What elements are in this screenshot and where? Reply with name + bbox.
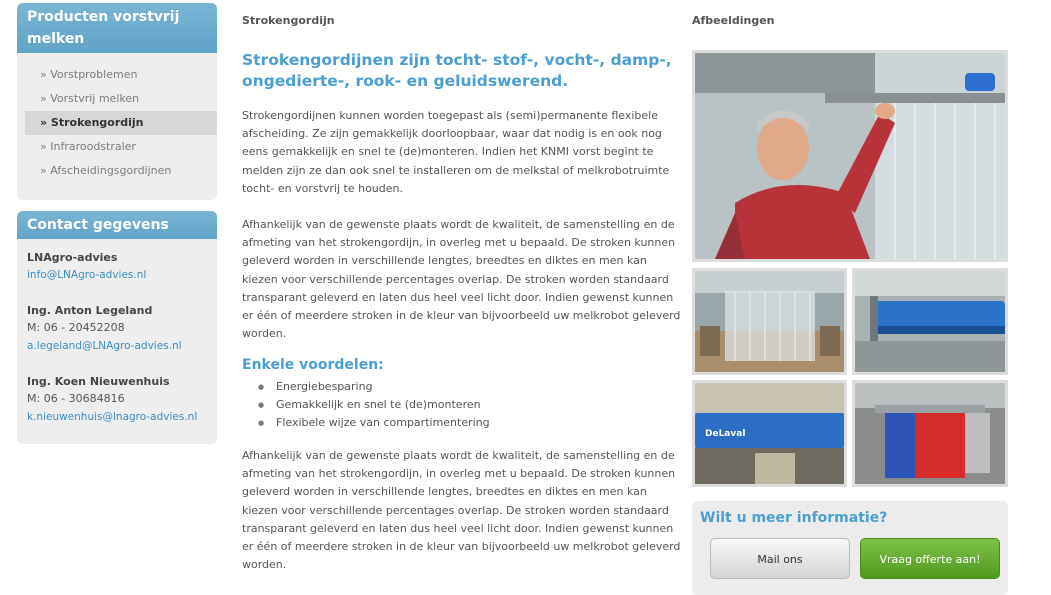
contact-person1-name: Ing. Anton Legeland [27, 304, 153, 317]
nav-item-vorstproblemen[interactable]: » Vorstproblemen [40, 68, 138, 81]
advantage-item: ● Energiebesparing [258, 378, 490, 396]
page-title: Strokengordijn [242, 14, 335, 27]
thumb-curtain-in-barn[interactable] [692, 268, 847, 375]
advantages-list [258, 378, 490, 432]
article-paragraph-2: Afhankelijk van de gewenste plaats wordt de kwaliteit, de samenstelling en de afmeting van het strokengordijn, in overleg met u bepaald. De stroken kunnen geleverd worden in verschillende lengtes, breedtes en diktes en men kan kiezen voor verschillende percentages overlap. De stroken worden standaard transparant geleverd en laten dus heel veel licht door. Indien gewenst kunnen er één of meerdere stroken in de kleur van bijvoorbeeld uw melkrobot geleverd worden. [242, 218, 681, 341]
contact-title: Contact gegevens [17, 211, 217, 239]
contact-box [17, 211, 217, 444]
contact-company-email-link[interactable]: info@LNAgro-advies.nl [27, 269, 147, 281]
contact-person2-phone: M: 06 - 30684816 [27, 392, 125, 405]
article-headline: Strokengordijnen zijn tocht- stof-, vocht-, damp-, ongedierte-, rook- en geluidswerend. [242, 51, 672, 90]
nav-item-afscheidingsgordijnen[interactable]: » Afscheidingsgordijnen [40, 164, 172, 177]
advantage-item: ● Flexibele wijze van compartimentering [258, 414, 490, 432]
article-paragraph-1: Strokengordijnen kunnen worden toegepast als (semi)permanente flexibele afscheiding. Ze zijn gemakkelijk doorloopbaar, waar dat nodig is en ook nog eens gemakkelijk en snel te (de)monteren. Indien het KNMI vorst begint te melden zijn ze dan ook snel te installeren om de melkstal of melkrobotruimte tocht- en vorstvrij te houden. [242, 109, 670, 195]
nav-item-vorstvrij-melken[interactable]: » Vorstvrij melken [40, 92, 140, 105]
contact-person2-name: Ing. Koen Nieuwenhuis [27, 375, 170, 388]
contact-person1-email-link[interactable]: a.legeland@LNAgro-advies.nl [27, 340, 182, 352]
contact-person1-phone: M: 06 - 20452208 [27, 321, 125, 334]
request-quote-button[interactable]: Vraag offerte aan! [860, 538, 1000, 579]
delaval-logo-text: DeLaval [705, 429, 746, 439]
article-paragraph-3: Afhankelijk van de gewenste plaats wordt de kwaliteit, de samenstelling en de afmeting van het strokengordijn, in overleg met u bepaald. De stroken kunnen geleverd worden in verschillende lengtes, breedtes en diktes en men kan kiezen voor verschillende percentages overlap. De stroken worden standaard transparant geleverd en laten dus heel veel licht door. Indien gewenst kunnen er één of meerdere stroken in de kleur van bijvoorbeeld uw melkrobot geleverd worden. [242, 449, 681, 572]
contact-company: LNAgro-advies [27, 251, 118, 264]
gallery-title: Afbeeldingen [692, 14, 775, 27]
product-nav-list [17, 53, 217, 183]
product-nav-box [17, 3, 217, 200]
product-nav-title: Producten vorstvrij melken [17, 3, 217, 53]
thumb-delaval-robot[interactable] [692, 380, 847, 487]
nav-item-infraroodstraler[interactable]: » Infraroodstraler [40, 140, 136, 153]
more-info-title: Wilt u meer informatie? [700, 510, 888, 526]
advantages-heading: Enkele voordelen: [242, 357, 384, 373]
thumb-red-blue-curtains[interactable] [852, 380, 1008, 487]
advantage-item: ● Gemakkelijk en snel te (de)monteren [258, 396, 490, 414]
contact-person2-email-link[interactable]: k.nieuwenhuis@lnagro-advies.nl [27, 411, 198, 423]
main-photo-man-installing-curtain[interactable] [692, 50, 1008, 262]
thumb-blue-robot-curtain[interactable] [852, 268, 1008, 375]
more-info-box [692, 501, 1008, 595]
mail-us-button[interactable]: Mail ons [710, 538, 850, 579]
nav-item-strokengordijn[interactable]: » Strokengordijn [25, 111, 217, 135]
